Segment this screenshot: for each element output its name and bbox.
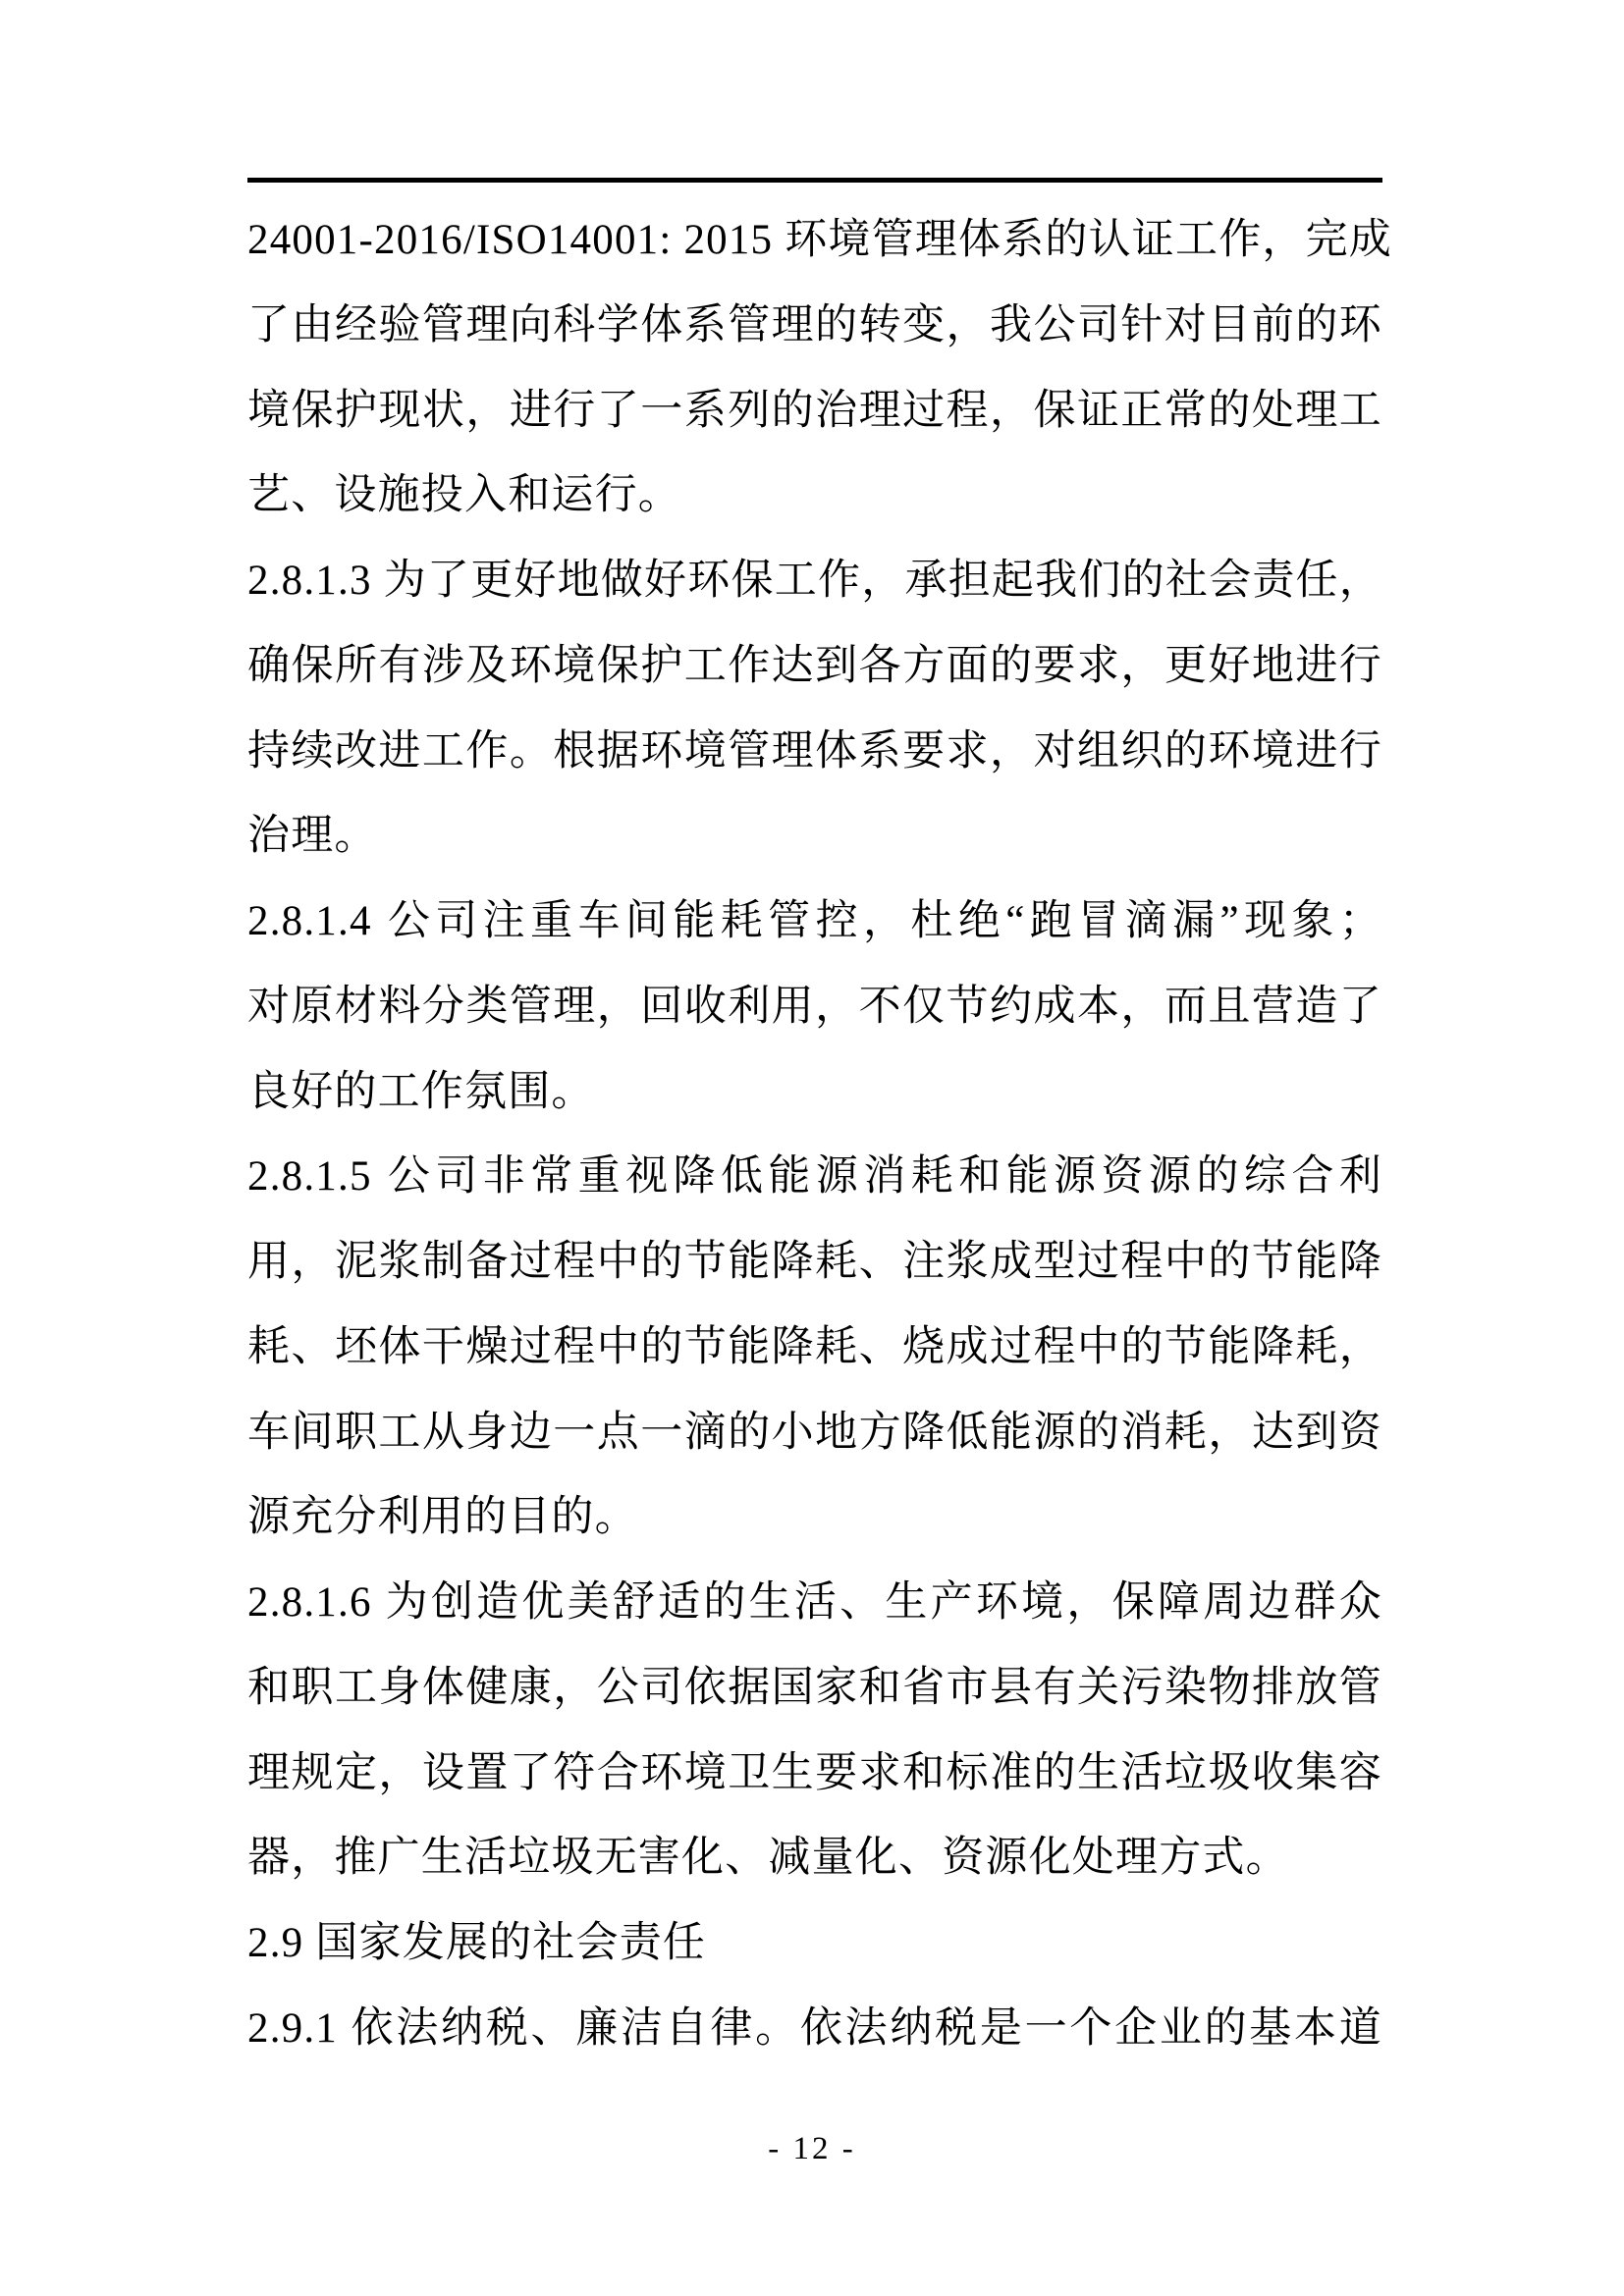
text-line: 2.8.1.4 公司注重车间能耗管控，杜绝“跑冒滴漏”现象； — [247, 898, 1382, 944]
text-line: 确保所有涉及环境保护工作达到各方面的要求，更好地进行 — [247, 642, 1382, 689]
text-line: 治理。 — [247, 813, 378, 860]
text-line: 艺、设施投入和运行。 — [247, 472, 681, 519]
body-text — [247, 198, 1392, 2072]
text-line: 耗、坯体干燥过程中的节能降耗、烧成过程中的节能降耗， — [247, 1323, 1382, 1370]
text-line: 源充分利用的目的。 — [247, 1494, 638, 1541]
text-line: 用，泥浆制备过程中的节能降耗、注浆成型过程中的节能降 — [247, 1239, 1382, 1285]
header-rule — [247, 178, 1382, 183]
text-line: 和职工身体健康，公司依据国家和省市县有关污染物排放管 — [247, 1664, 1382, 1711]
text-line: 车间职工从身边一点一滴的小地方降低能源的消耗，达到资 — [247, 1409, 1382, 1456]
text-line: 理规定，设置了符合环境卫生要求和标准的生活垃圾收集容 — [247, 1749, 1382, 1796]
text-line: 器，推广生活垃圾无害化、减量化、资源化处理方式。 — [247, 1835, 1289, 1882]
text-line: 2.8.1.3 为了更好地做好环保工作，承担起我们的社会责任， — [247, 558, 1382, 604]
text-line: 2.9.1 依法纳税、廉洁自律。依法纳税是一个企业的基本道 — [247, 2004, 1382, 2052]
footer-page-number: - 12 - — [768, 2131, 856, 2166]
text-line: 24001-2016/ISO14001: 2015 环境管理体系的认证工作，完成 — [247, 217, 1392, 263]
text-line: 良好的工作氛围。 — [247, 1068, 595, 1115]
text-line: 对原材料分类管理，回收利用，不仅节约成本，而且营造了 — [247, 983, 1382, 1030]
text-line: 2.8.1.6 为创造优美舒适的生活、生产环境，保障周边群众 — [247, 1579, 1382, 1626]
text-line: 境保护现状，进行了一系列的治理过程，保证正常的处理工 — [247, 387, 1382, 434]
text-line: 2.9 国家发展的社会责任 — [247, 1920, 707, 1966]
text-line: 了由经验管理向科学体系管理的转变，我公司针对目前的环 — [247, 301, 1382, 348]
text-line: 2.8.1.5 公司非常重视降低能源消耗和能源资源的综合利 — [247, 1153, 1382, 1201]
text-line: 持续改进工作。根据环境管理体系要求，对组织的环境进行 — [247, 727, 1382, 774]
